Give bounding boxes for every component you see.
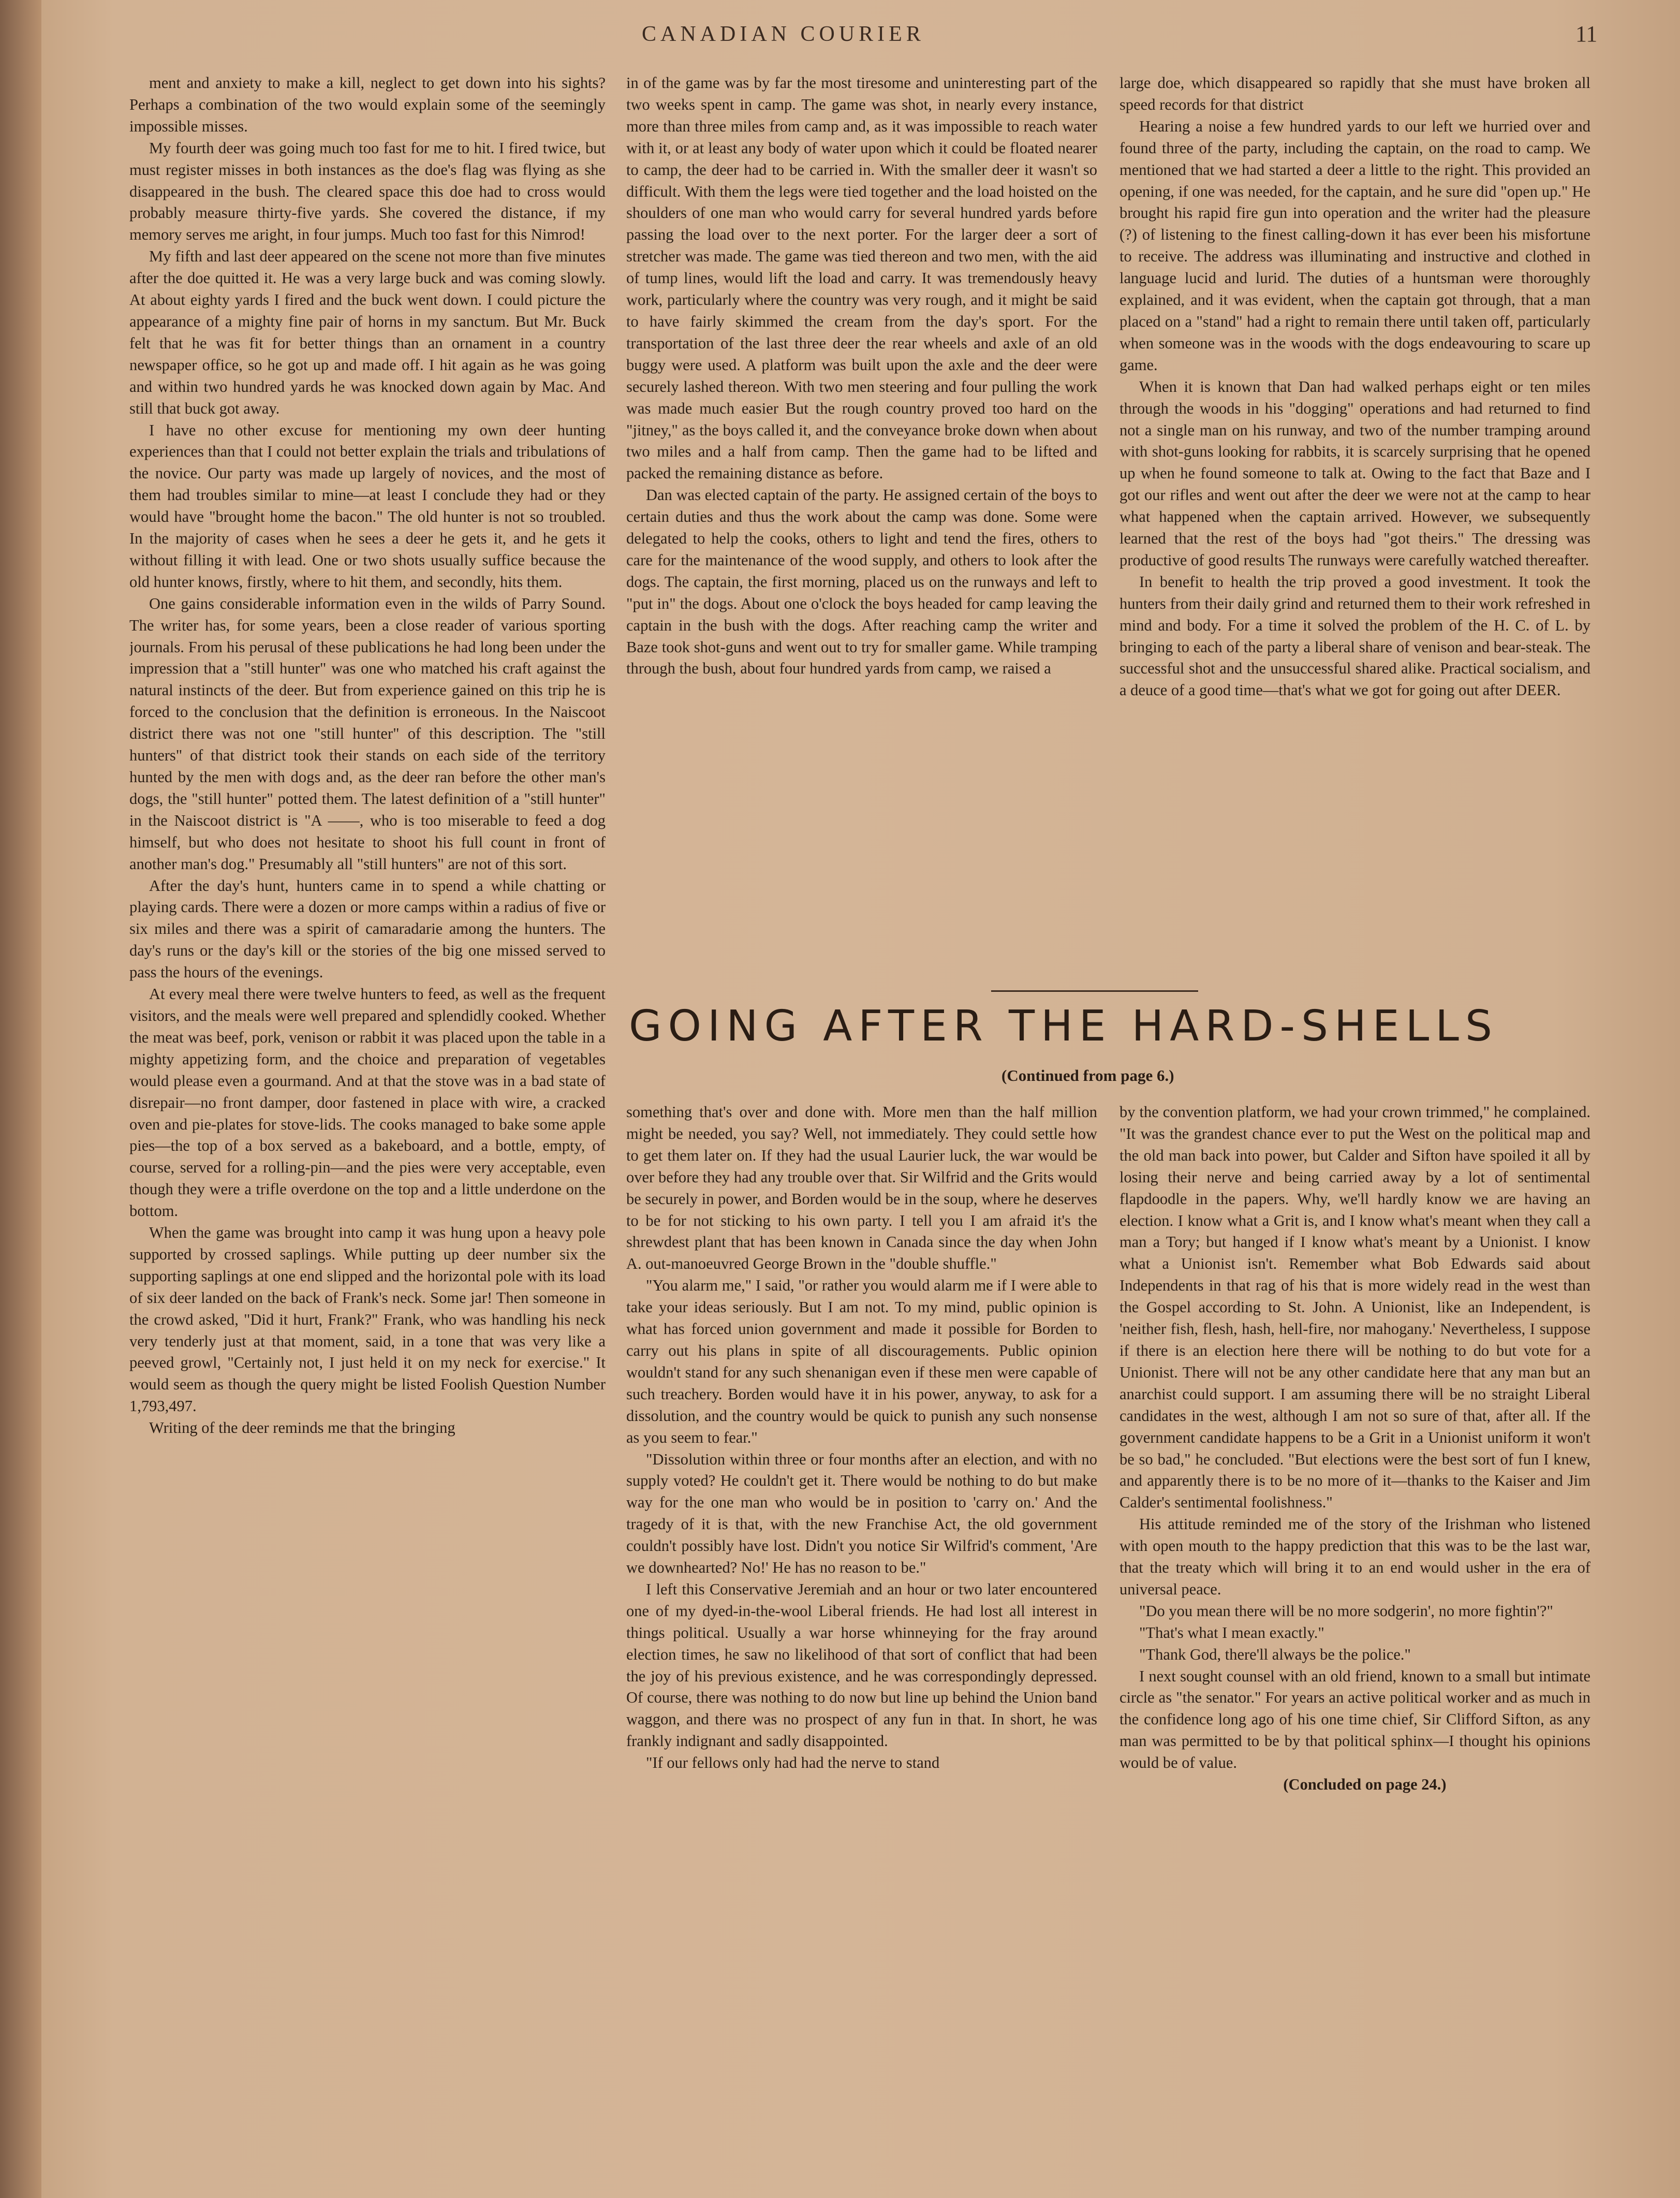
paragraph: something that's over and done with. More men than the half million might be needed, you say? Well, not immediately. They could settle how to get them later on. If they had the usual Laurier luck, the war would be over before they had any trouble over that. Sir Wilfrid and the Grits would be securely in power, and Borden would be in the soup, where he deserves to be for not sticking to his own party. I tell you I am afraid it's the shrewdest plant that has been known in Canada since the day when John A. out-manoeuvred George Brown in the "double shuffle." bbox=[626, 1103, 1097, 1273]
paragraph: "Dissolution within three or four months after an election, and with no supply voted? He couldn't get it. There would be nothing to do but make way for the one man who would be in position to 'carry on.' And the tragedy of it is that, with the new Franchise Act, the old government couldn't possibly have lost. Didn't you notice Sir Wilfrid's comment, 'Are we downhearted? No!' He has no reason to be." bbox=[626, 1450, 1097, 1577]
paragraph: Dan was elected captain of the party. He assigned certain of the boys to certain duties and thus the work about the camp was done. Some were delegated to help the cooks, others to light and tend the fires, others to care for the maintenance of the wood supply, and others to look after the dogs. The captain, the first morning, placed us on the runways and left to "put in" the dogs. About one o'clock the boys headed for camp leaving the captain in the bush with the dogs. After reaching camp the writer and Baze took shot-guns and went out to try for smaller game. While tramping through the bush, about four hundred yards from camp, we raised a bbox=[626, 486, 1097, 678]
paragraph: My fifth and last deer appeared on the scene not more than five minutes after the doe quitted it. He was a very large buck and was coming slowly. At about eighty yards I fired and the buck went down. I could picture the appearance of a mighty fine pair of horns in my sanctum. But Mr. Buck felt that he was fit for better things than an ornament in a country newspaper office, so he got up and made off. I hit again as he was going and within two hundred yards he was knocked down again by Mac. And still that buck got away. bbox=[129, 247, 606, 417]
paragraph: In benefit to health the trip proved a good investment. It took the hunters from their daily grind and returned them to their work refreshed in mind and body. For a time it solved the problem of the H. C. of L. by bringing to each of the party a liberal share of venison and bear-steak. The successful shot and the unsuccessful shared alike. Practical socialism, and a deuce of a good time—that's what we got for going out after DEER. bbox=[1119, 573, 1590, 699]
paragraph: At every meal there were twelve hunters to feed, as well as the frequent visitors, and the meals were well prepared and splendidly cooked. Whether the meat was beef, pork, venison or rabbit it was placed upon the table in a mighty appetizing form, and the choice and preparation of vegetables would please even a gourmand. And at that the stove was in a bad state of disrepair—no front damper, door fastened in place with wire, a cracked oven and pie-plates for stove-lids. The cooks managed to bake some apple pies—the top of a box served as a bakeboard, and a bottle, empty, of course, served for a rolling-pin—and the pies were very acceptable, even though they were a trifle overdone on the top and a little underdone on the bottom. bbox=[129, 985, 606, 1220]
paragraph: "You alarm me," I said, "or rather you would alarm me if I were able to take your ideas seriously. But I am not. To my mind, public opinion is what has forced union government and made it possible for Borden to carry out his plans in spite of all discouragements. Public opinion wouldn't stand for any such shenanigan even if these men were capable of such treachery. Borden would have it in his power, anyway, to ask for a dissolution, and the country would be quick to punish any such nonsense as you seem to fear." bbox=[626, 1277, 1097, 1446]
paragraph: by the convention platform, we had your crown trimmed," he complained. "It was the grandest chance ever to put the West on the political map and the old man back into power, but Calder and Sifton have spoiled it all by losing their nerve and being carried away by a lot of sentimental flapdoodle in the papers. Why, we'll hardly know we are having an election. I know what a Grit is, and I know what's meant when they call a man a Tory; but hanged if I know what's meant by a Unionist. I know what a Unionist isn't. Remember what Bob Edwards said about Independents in that rag of his that is more widely read in the west than the Gospel according to St. John. A Unionist, like an Independent, is 'neither fish, flesh, hash, hell-fire, nor mahogany.' Nevertheless, I suppose if there is an election here there will be nothing to do but vote for a Unionist. There will not be any other candidate here that any man but an anarchist could support. I am assuming there will be no straight Liberal candidates in the west, although I am not so sure of that, after all. If the government candidate happens to be a Grit in a Unionist uniform it won't be so bad," he concluded. "But elections were the best sort of fun I knew, and apparently there is to be no more of it—thanks to the Kaiser and Jim Calder's sentimental foolishness." bbox=[1119, 1103, 1590, 1512]
paragraph: I left this Conservative Jeremiah and an hour or two later encountered one of my dyed-in-the-wool Liberal friends. He had lost all interest in things political. Usually a war horse whinneying for the fray around election times, he saw no likelihood of that sort of conflict that had been the joy of his previous existence, and he was correspondingly depressed. Of course, there was nothing to do now but line up behind the Union band waggon, and there was no prospect of any fun in that. In short, he was frankly indignant and sadly disappointed. bbox=[626, 1580, 1097, 1750]
paragraph: My fourth deer was going much too fast for me to hit. I fired twice, but must register misses in both instances as the doe's flag was flying as she disappeared in the bush. The cleared space this doe had to cross would probably measure thirty-five yards. She covered the distance, if my memory serves me aright, in four jumps. Much too fast for this Nimrod! bbox=[129, 139, 606, 244]
page-number: 11 bbox=[1575, 21, 1598, 47]
paragraph: "That's what I mean exactly." bbox=[1139, 1623, 1324, 1642]
running-header: CANADIAN COURIER bbox=[642, 22, 925, 46]
paragraph: One gains considerable information even in the wilds of Parry Sound. The writer has, for some years, been a close reader of various sporting journals. From his perusal of these publications he had long been under the impression that a "still hunter" was one who matched his craft against the natural instincts of the deer. But from experience gained on this trip he is forced to the conclusion that the definition is erroneous. In the Naiscoot district there was not one "still hunter" of this description. The "still hunters" of that district took their stands on each side of the territory hunted by the men with dogs and, as the deer ran before the other man's dogs, the "still hunter" potted them. The latest definition of a "still hunter" in the Naiscoot district is "A ——, who is too miserable to feed a dog himself, but who does not hesitate to shoot his full count in front of another man's dog." Presumably all "still hunters" are not of this sort. bbox=[129, 594, 606, 873]
column-4 bbox=[626, 1102, 1097, 2138]
column-3 bbox=[1119, 72, 1590, 973]
paragraph: I next sought counsel with an old friend, known to a small but intimate circle as "the senator." For years an active political worker and as much in the confidence long ago of his one time chief, Sir Clifford Sifton, as any man was permitted to be by that political sphinx—I thought his opinions would be of value. bbox=[1119, 1667, 1590, 1772]
paragraph: "Thank God, there'll always be the police." bbox=[1139, 1645, 1411, 1663]
paragraph: "If our fellows only had had the nerve to stand bbox=[646, 1754, 940, 1772]
paragraph: I have no other excuse for mentioning my own deer hunting experiences than that I could not better explain the trials and tribulations of the novice. Our party was made up largely of novices, and the most of them had troubles similar to mine—at least I conclude they had or they would have "brought home the bacon." The old hunter is not so troubled. In the majority of cases when he sees a deer he gets it, and he gets it without filling it with lead. One or two shots usually suffice because the old hunter knows, firstly, where to hit them, and secondly, hits them. bbox=[129, 421, 606, 591]
paragraph: Writing of the deer reminds me that the bringing bbox=[149, 1419, 455, 1437]
continued-note: (Continued from page 6.) bbox=[1001, 1066, 1174, 1085]
paragraph: "Do you mean there will be no more sodgerin', no more fightin'?" bbox=[1139, 1602, 1553, 1620]
column-5 bbox=[1119, 1102, 1590, 2122]
binding-shadow bbox=[0, 0, 41, 2198]
paragraph: Hearing a noise a few hundred yards to our left we hurried over and found three of the party, including the captain, on the road to camp. We mentioned that we had started a deer a little to the right. This provided an opening, if one was needed, for the captain, and he sure did "open up." He brought his rapid fire gun into operation and the writer had the pleasure (?) of listening to the finest calling-down it has ever been his misfortune to receive. The address was illuminating and instructive and clothed in language lucid and lurid. The duties of a huntsman were thoroughly explained, and it was evident, when the captain got through, that a man placed on a "stand" had a right to remain there until taken off, particularly when someone was in the woods with the dogs endeavouring to scare up game. bbox=[1119, 117, 1590, 374]
section-divider bbox=[991, 990, 1198, 992]
paragraph: ment and anxiety to make a kill, neglect to get down into his sights? Perhaps a combination of the two would explain some of the seemingly impossible misses. bbox=[129, 74, 606, 135]
column-2 bbox=[626, 72, 1097, 973]
concluded-note: (Concluded on page 24.) bbox=[1283, 1776, 1447, 1794]
column-1 bbox=[129, 72, 606, 2138]
story-headline: GOING AFTER THE HARD-SHELLS bbox=[629, 1002, 1499, 1051]
paragraph: His attitude reminded me of the story of the Irishman who listened with open mouth to the happy prediction that this was to be the last war, that the treaty which will bring it to an end would usher in the era of universal peace. bbox=[1119, 1515, 1590, 1598]
paragraph: in of the game was by far the most tiresome and uninteresting part of the two weeks spent in camp. The game was shot, in nearly every instance, more than three miles from camp and, as it was impossible to reach water with it, or at least any body of water upon which it could be floated nearer to camp, the deer had to be carried in. With the smaller deer it wasn't so difficult. With them the legs were tied together and the load hoisted on the shoulders of one man who would carry for several hundred yards before passing the load over to the next porter. For the larger deer a sort of stretcher was made. The game was tied thereon and two men, with the aid of tump lines, would lift the load and carry. It was tremendously heavy work, particularly where the country was very rough, and it might be said to have fairly skimmed the cream from the day's sport. For the transportation of the last three deer the rear wheels and axle of an old buggy were used. A platform was built upon the axle and the deer were securely lashed thereon. With two men steering and four pulling the work was made much easier But the rough country proved too hard on the "jitney," as the boys called it, and the conveyance broke down when about two miles and a half from camp. Then the game had to be lifted and packed the remaining distance as before. bbox=[626, 74, 1097, 482]
paragraph: When it is known that Dan had walked perhaps eight or ten miles through the woods in his "dogging" operations and had returned to find not a single man on his runway, and two of the number tramping around with shot-guns looking for rabbits, it is scarcely surprising that he opened up when he found someone to talk at. Owing to the fact that Baze and I got our rifles and went out after the deer we were not at the camp to hear what happened when the captain arrived. However, we subsequently learned that the rest of the boys had "got theirs." The dressing was productive of good results The runways were carefully watched thereafter. bbox=[1119, 377, 1590, 569]
paragraph: After the day's hunt, hunters came in to spend a while chatting or playing cards. There were a dozen or more camps within a radius of five or six miles and there was a spirit of camaradarie among the hunters. The day's runs or the day's kill or the stories of the big one missed served to pass the hours of the evenings. bbox=[129, 876, 606, 981]
paragraph: large doe, which disappeared so rapidly that she must have broken all speed records for that district bbox=[1119, 74, 1590, 113]
paragraph: When the game was brought into camp it was hung upon a heavy pole supported by crossed saplings. While putting up deer number six the supporting saplings at one end slipped and the horizontal pole with its load of six deer landed on the back of Frank's neck. Some jar! Then someone in the crowd asked, "Did it hurt, Frank?" Frank, who was handling his neck very tenderly just at that moment, said, in a tone that was very like a peeved growl, "Certainly not, I just held it on my neck for exercise." It would seem as though the query might be listed Foolish Question Number 1,793,497. bbox=[129, 1224, 606, 1415]
